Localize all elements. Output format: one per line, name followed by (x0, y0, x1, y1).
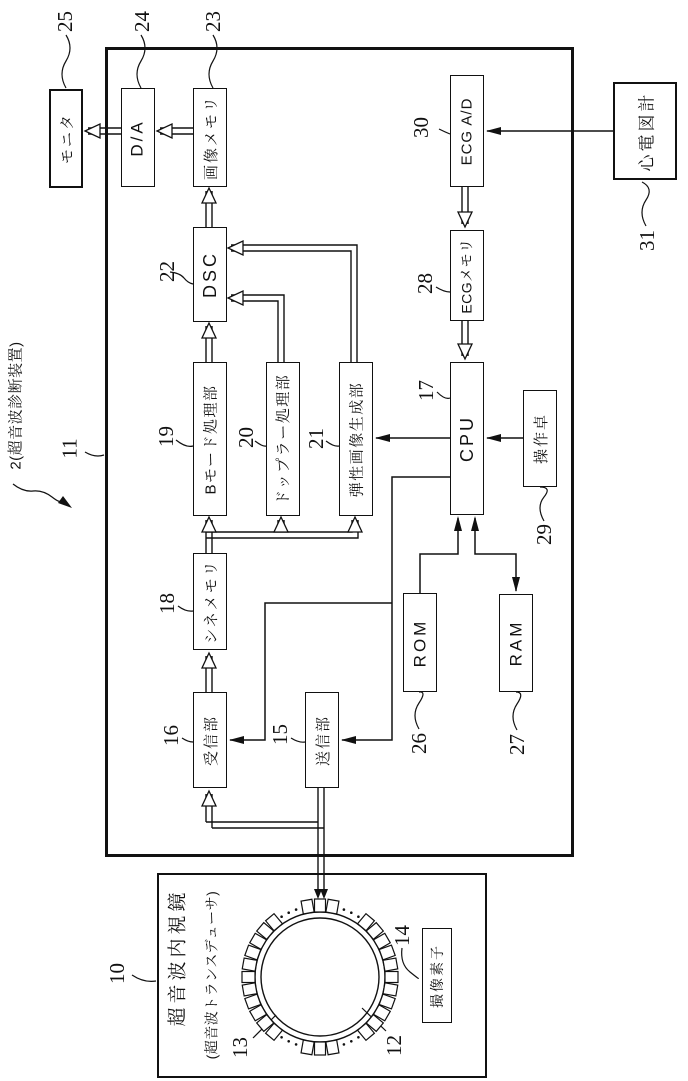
ram-box (499, 594, 533, 692)
dsc-label: DSC (199, 250, 220, 299)
doppler-processor-label: ドップラー処理部 (275, 373, 293, 505)
monitor-label: モニタ (58, 112, 76, 165)
image-memory-box (193, 88, 227, 187)
ref-21: 21 (303, 427, 328, 449)
cine-memory-box (193, 553, 227, 650)
electrocardiograph-box (613, 82, 677, 180)
ref-27: 27 (504, 733, 529, 755)
ref-15: 15 (267, 723, 292, 745)
leader-10 (132, 975, 156, 981)
ecg-ad-converter-label: ECG A/D (458, 97, 476, 165)
electrocardiograph-label: 心電図計 (637, 91, 657, 171)
bmode-processor-box (193, 362, 227, 516)
leader-25 (62, 35, 70, 88)
console-label: 操作卓 (532, 412, 550, 465)
leader-31 (642, 182, 649, 226)
ref-10: 10 (104, 962, 129, 984)
ref-11: 11 (57, 437, 82, 459)
ref-31: 31 (634, 229, 659, 251)
ref-14: 14 (389, 924, 414, 946)
da-converter-box (121, 88, 155, 187)
ref-26: 26 (406, 732, 431, 754)
ecg-memory-box (450, 230, 484, 321)
ref-12: 12 (381, 1034, 406, 1056)
ref-16: 16 (158, 724, 183, 746)
endoscope-subtitle: (超音波トランスデューサ) (203, 890, 219, 1060)
cpu-label: CPU (456, 414, 477, 463)
receiver-box (193, 692, 227, 788)
monitor-box (49, 89, 83, 188)
ref-23: 23 (200, 10, 225, 32)
elastic-image-generator-box (339, 362, 373, 516)
ref-18: 18 (154, 592, 179, 614)
ref-20: 20 (233, 426, 258, 448)
ref-29: 29 (531, 523, 556, 545)
ref-28: 28 (412, 272, 437, 294)
doppler-processor-box (266, 362, 300, 516)
ref-24: 24 (129, 10, 154, 32)
elastic-image-generator-label: 弾性画像生成部 (348, 381, 366, 497)
leader-system-arrow (13, 484, 61, 501)
ecg-ad-converter-box (450, 75, 484, 187)
ref-17: 17 (413, 379, 438, 401)
da-converter-label: D/A (128, 118, 147, 157)
ref-22: 22 (154, 260, 179, 282)
transmitter-label: 送信部 (314, 714, 332, 766)
ref-19: 19 (153, 425, 178, 447)
transmitter-box (305, 692, 339, 788)
system-title: 2(超音波診断装置) (7, 340, 25, 470)
ref-25: 25 (52, 10, 77, 32)
cpu-box (450, 362, 484, 515)
arrow-into-monitor (85, 124, 100, 138)
ref-13: 13 (227, 1036, 252, 1058)
rom-label: ROM (410, 618, 430, 667)
cine-memory-label: シネメモリ (202, 559, 220, 644)
imaging-element-box (422, 928, 452, 1023)
ecg-memory-label: ECGメモリ (459, 237, 475, 314)
ref-30: 30 (408, 116, 433, 138)
bmode-processor-label: Bモード処理部 (202, 384, 220, 494)
endoscope-title: 超音波内視鏡 (167, 887, 189, 1027)
receiver-label: 受信部 (202, 714, 220, 766)
dsc-box (193, 227, 227, 322)
ram-label: RAM (506, 619, 525, 667)
rom-box (403, 593, 437, 692)
console-box (523, 390, 557, 487)
image-memory-label: 画像メモリ (202, 94, 220, 181)
imaging-element-label: 撮像素子 (429, 943, 445, 1008)
